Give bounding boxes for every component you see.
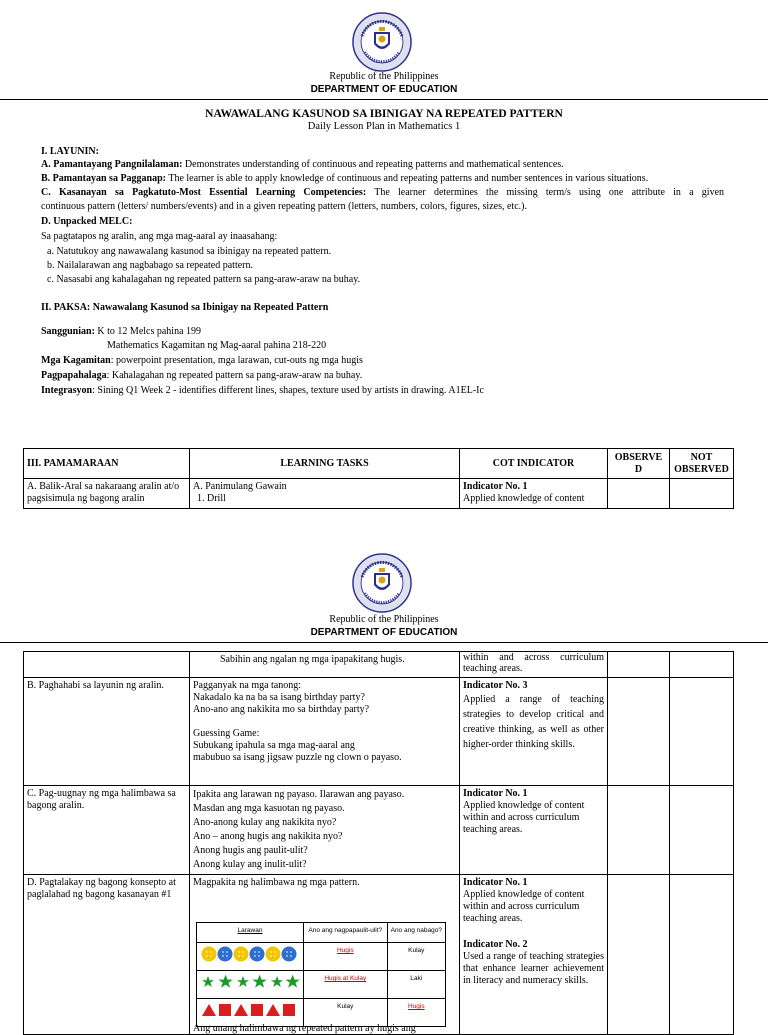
not-observed-cell: [670, 786, 734, 875]
circle-pattern-icon: [200, 945, 300, 963]
pattern-image-stars: [197, 971, 304, 999]
not-observed-cell: [670, 479, 734, 509]
pagpapahalaga: Pagpapahalaga: Kahalagahan ng repeated pattern sa pang-araw-araw na buhay.: [41, 370, 363, 381]
shape-pattern-icon: [200, 1001, 300, 1019]
observed-cell: [608, 479, 670, 509]
phase-cell: B. Paghahabi sa layunin ng aralin.: [24, 678, 190, 786]
phase-cell: [24, 652, 190, 678]
pattern-example-table: [196, 922, 446, 1027]
pattern-repeat: Hugis: [304, 943, 388, 971]
phase-cell: A. Balik-Aral sa nakaraang aralin at/o pagsisimula ng bagong aralin: [24, 479, 190, 509]
indicator-cell: Indicator No. 1 Applied knowledge of content within and across curriculum teaching areas. Indicator No. 2 Used a range of teaching strategies that enhance learner achievement in literacy and numeracy skills.: [460, 875, 608, 1035]
table-header: III. PAMAMARAAN: [24, 449, 190, 479]
not-observed-cell: [670, 678, 734, 786]
melc-item: b. Nailalarawan ang nagbabago sa repeated pattern.: [47, 260, 254, 271]
document-title: NAWAWALANG KASUNOD SA IBINIGAY NA REPEATED PATTERN: [205, 108, 563, 120]
melc-item: c. Nasasabi ang kahalagahan ng repeated pattern sa pang-araw-araw na buhay.: [47, 274, 361, 285]
phase-cell: D. Pagtalakay ng bagong konsepto at paglalahad ng bagong kasanayan #1: [24, 875, 190, 1035]
header-rule: [0, 99, 768, 100]
table-row: [24, 479, 734, 509]
pattern-header: Ano ang nagpapaulit-ulit?: [304, 923, 388, 943]
indicator-cell: Indicator No. 1 Applied knowledge of content: [460, 479, 608, 509]
task-cell: Ipakita ang larawan ng payaso. Ilarawan ang payaso. Masdan ang mga kasuotan ng payaso. Ano-anong kulay ang nakikita nyo? Ano – anong hugis ang nakikita nyo? Anong hugis ang paulit-ulit? Anong kulay ang inulit-ulit?: [190, 786, 460, 875]
sanggunian: Sanggunian: K to 12 Melcs pahina 199: [41, 326, 202, 337]
not-observed-cell: [670, 652, 734, 678]
document-subtitle: Daily Lesson Plan in Mathematics 1: [307, 121, 461, 132]
indicator-cell: Indicator No. 3 Applied a range of teaching strategies to develop critical and creative thinking, as well as other higher-order thinking skills.: [460, 678, 608, 786]
paksa-heading: II. PAKSA: Nawawalang Kasunod sa Ibinigay na Repeated Pattern: [41, 302, 329, 313]
department-label: DEPARTMENT OF EDUCATION: [310, 84, 458, 95]
table-header: LEARNING TASKS: [190, 449, 460, 479]
kagamitan: Mga Kagamitan: powerpoint presentation, mga larawan, cut-outs ng mga hugis: [41, 355, 363, 366]
pattern-change: Laki: [387, 971, 445, 999]
pamamaraan-table: [23, 448, 734, 509]
pattern-image-circles: [197, 943, 304, 971]
pattern-repeat: Hugis at Kulay: [304, 971, 388, 999]
phase-cell: C. Pag-uugnay ng mga halimbawa sa bagong aralin.: [24, 786, 190, 875]
layunin-c-cont: continuous pattern (letters/ numbers/events) and in a given repeating pattern (letters, numbers, colors, figures, sizes, etc.).: [41, 201, 527, 212]
deped-seal-icon: [352, 12, 412, 72]
task-cell: Sabihin ang ngalan ng mga ipapakitang hugis.: [190, 652, 460, 678]
pattern-change: Hugis: [387, 999, 445, 1027]
layunin-a: A. Pamantayang Pangnilalaman: Demonstrates understanding of continuous and repeating patterns and mathematical sentences.: [41, 159, 564, 170]
pattern-repeat: Kulay: [304, 999, 388, 1027]
table-row: [24, 652, 734, 678]
star-pattern-icon: [200, 973, 300, 991]
indicator-cell: within and across curriculum teaching areas.: [460, 652, 608, 678]
pamamaraan-table-continued: [23, 651, 734, 1035]
republic-label: Republic of the Philippines: [329, 614, 439, 625]
table-row: [24, 875, 734, 1035]
task-text: Ang unang halimbawa ng repeated pattern ay hugis ang: [193, 1023, 416, 1034]
observed-cell: [608, 678, 670, 786]
layunin-d-intro: Sa pagtatapos ng aralin, ang mga mag-aaral ay inaasahang:: [41, 231, 278, 242]
department-label: DEPARTMENT OF EDUCATION: [310, 627, 458, 638]
task-cell: Magpakita ng halimbawa ng mga pattern. Larawan Ano ang nagpapaulit-ulit? Ano ang nabago? Hugis Kulay Hugis at Kulay Laki Kulay Hugis Ang unang halimbawa ng repeated pattern ay hugis ang: [190, 875, 460, 1035]
task-cell: Pagganyak na mga tanong: Nakadalo ka na ba sa isang birthday party? Ano-ano ang nakikita mo sa birthday party? Guessing Game: Subukang ipahula sa mga mag-aaral ang mabubuo sa isang jigsaw puzzle ng clown o payaso.: [190, 678, 460, 786]
pattern-header: Ano ang nabago?: [387, 923, 445, 943]
observed-cell: [608, 875, 670, 1035]
observed-cell: [608, 786, 670, 875]
integrasyon: Integrasyon: Sining Q1 Week 2 - identifies different lines, shapes, texture used by artists in drawing. A1EL-Ic: [41, 385, 484, 396]
sanggunian-cont: Mathematics Kagamitan ng Mag-aaral pahina 218-220: [107, 340, 327, 351]
table-header: COT INDICATOR: [460, 449, 608, 479]
table-header: NOT OBSERVED: [670, 449, 734, 479]
layunin-b: B. Pamantayan sa Pagganap: The learner is able to apply knowledge of continuous and repeating patterns and number sentences in various situations.: [41, 173, 649, 184]
observed-cell: [608, 652, 670, 678]
deped-seal-icon: [352, 553, 412, 613]
table-row: [24, 786, 734, 875]
pattern-change: Kulay: [387, 943, 445, 971]
header-rule: [0, 642, 768, 643]
melc-item: a. Natutukoy ang nawawalang kasunod sa ibinigay na repeated pattern.: [47, 246, 332, 257]
table-row: [24, 678, 734, 786]
indicator-cell: Indicator No. 1 Applied knowledge of content within and across curriculum teaching areas.: [460, 786, 608, 875]
not-observed-cell: [670, 875, 734, 1035]
layunin-c: C. Kasanayan sa Pagkatuto-Most Essential Learning Competencies: The learner determines the missing term/s using one attribute in a given: [41, 187, 725, 198]
task-cell: A. Panimulang Gawain 1. Drill: [190, 479, 460, 509]
layunin-heading: I. LAYUNIN:: [41, 146, 99, 157]
pattern-header: Larawan: [197, 923, 304, 943]
republic-label: Republic of the Philippines: [329, 71, 439, 82]
layunin-d: D. Unpacked MELC:: [41, 216, 133, 227]
table-header: OBSERVE D: [608, 449, 670, 479]
